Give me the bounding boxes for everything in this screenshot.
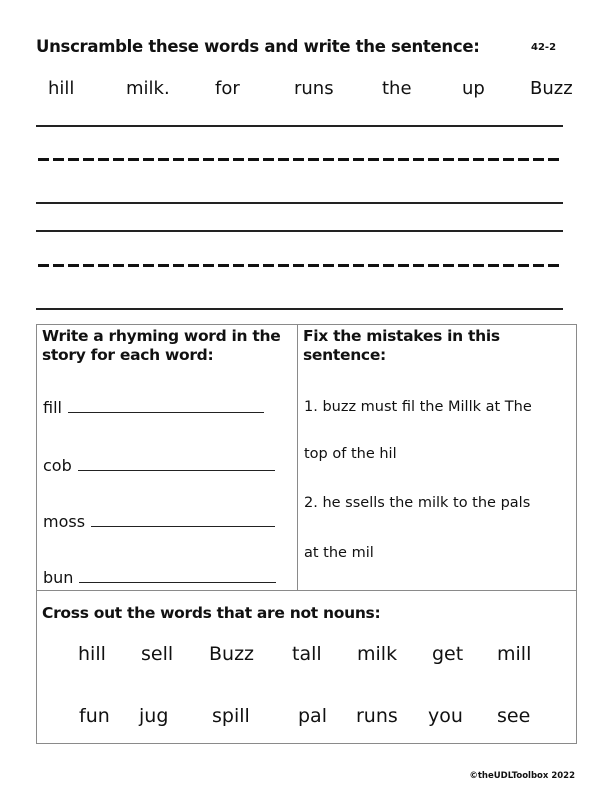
noun-candidate[interactable]: hill [78,643,106,665]
rhyme-answer-line[interactable] [78,456,275,471]
writing-line-base[interactable] [36,202,563,204]
rhyming-heading-line1: Write a rhyming word in the [42,327,281,345]
scrambled-word: hill [48,78,75,99]
fix-sentence-1b: top of the hil [304,446,397,462]
rhyme-word: fill [43,398,62,417]
noun-candidate[interactable]: Buzz [209,643,255,665]
scrambled-word: for [215,78,240,99]
noun-candidate[interactable]: tall [292,643,322,665]
rhyme-answer-line[interactable] [68,398,264,413]
noun-candidate[interactable]: see [497,705,531,727]
noun-candidate[interactable]: fun [79,705,110,727]
fix-heading-line2: sentence: [303,346,386,364]
rhyme-word: moss [43,512,86,531]
rhyme-answer-line[interactable] [91,512,275,527]
fix-heading-line1: Fix the mistakes in this [303,327,500,345]
noun-candidate[interactable]: runs [356,705,398,727]
scrambled-word: the [382,78,412,99]
copyright-footer: ©theUDLToolbox 2022 [469,771,575,781]
nouns-heading: Cross out the words that are not nouns: [42,604,381,622]
writing-line-base[interactable] [36,308,563,310]
noun-candidate[interactable]: pal [298,705,327,727]
rhyme-item-moss [43,512,275,531]
noun-candidate[interactable]: you [428,705,463,727]
fix-sentence-2b: at the mil [304,545,374,561]
scrambled-word: up [462,78,485,99]
rhyme-answer-line[interactable] [79,568,276,583]
noun-candidate[interactable]: mill [497,643,532,665]
noun-candidate[interactable]: spill [212,705,250,727]
rhyming-heading-line2: story for each word: [42,346,214,364]
rhyme-word: bun [43,568,74,587]
noun-candidate[interactable]: get [432,643,464,665]
writing-line-top[interactable] [36,230,563,232]
rhyme-item-cob [43,456,275,475]
noun-candidate[interactable]: jug [139,705,169,727]
fix-sentence-1a: 1. buzz must fil the Millk at The [304,399,532,415]
scrambled-word: Buzz [530,78,573,99]
fix-sentence-2a: 2. he ssells the milk to the pals [304,495,531,511]
noun-candidate[interactable]: milk [357,643,398,665]
rhyme-item-fill [43,398,264,417]
writing-line-top[interactable] [36,125,563,127]
writing-line-mid-dashed [38,158,559,161]
scrambled-word: milk. [126,78,170,99]
noun-candidate[interactable]: sell [141,643,174,665]
scrambled-word: runs [294,78,334,99]
page-code: 42-2 [531,42,557,53]
instruction-title: Unscramble these words and write the sentence: [36,37,480,56]
writing-line-mid-dashed [38,264,559,267]
rhyme-item-bun [43,568,276,587]
rhyme-word: cob [43,456,72,475]
